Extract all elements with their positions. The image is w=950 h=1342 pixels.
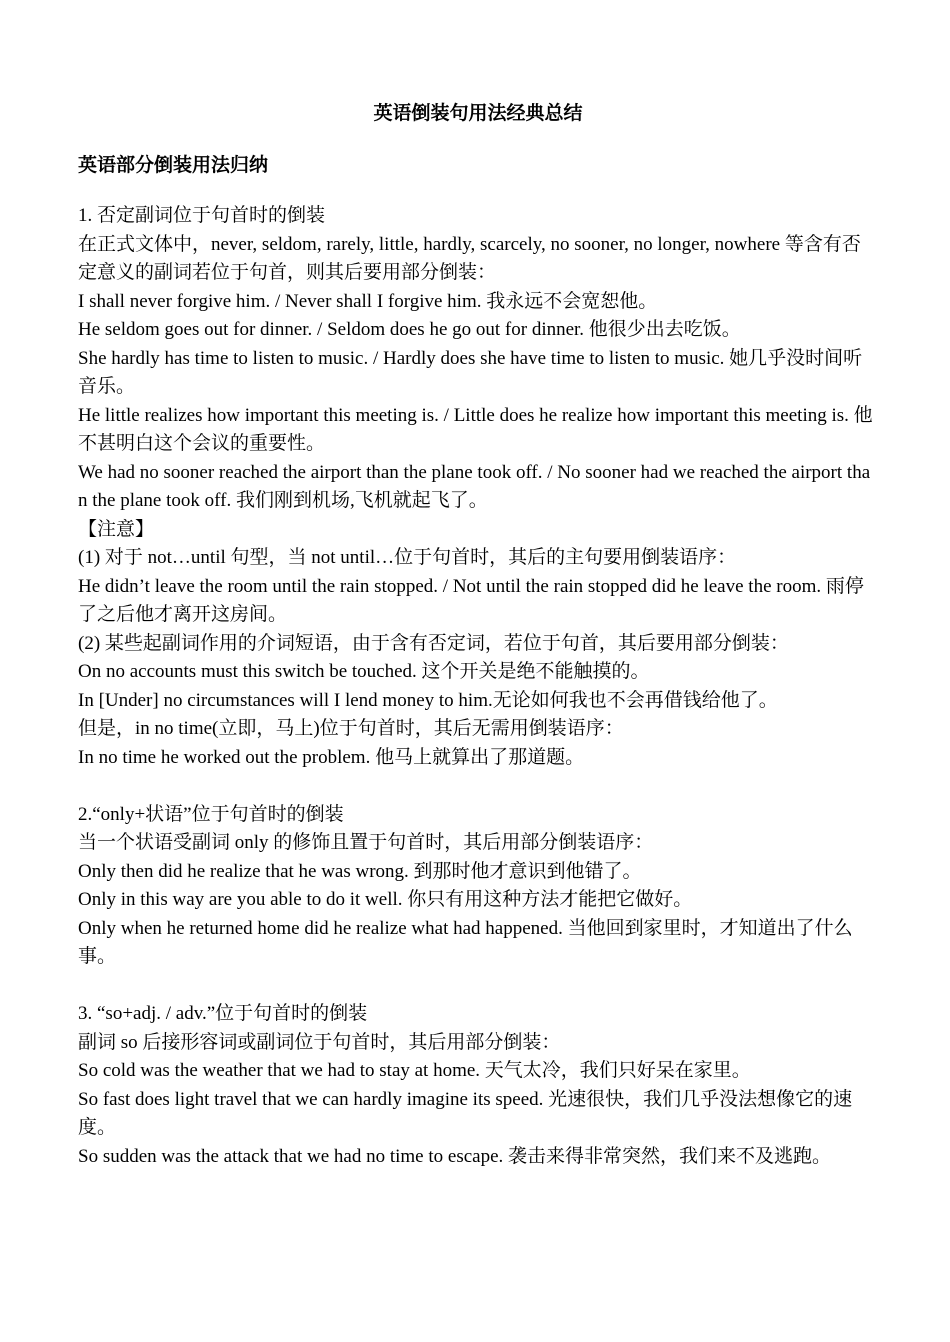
example-sentence: He didn’t leave the room until the rain stopped. / Not until the rain stopped did he leave the room. 雨停了之后他才离开这房间。 [78, 575, 864, 625]
example-sentence: Only when he returned home did he realize what had happened. 当他回到家里时，才知道出了什么事。 [78, 917, 853, 967]
document-subtitle: 英语部分倒装用法归纳 [78, 155, 269, 176]
paragraph: 但是，in no time(立即，马上)位于句首时，其后无需用倒装语序： [78, 718, 624, 739]
paragraph: 副词 so 后接形容词或副词位于句首时，其后用部分倒装： [78, 1031, 561, 1053]
document-title: 英语倒装句用法经典总结 [373, 103, 583, 124]
example-sentence: In [Under] no circumstances will I lend money to him.无论如何我也不会再借钱给他了。 [78, 689, 778, 711]
example-sentence: We had no sooner reached the airport than the plane took off. / No sooner had we reached the airport than the plane took off. 我们刚到机场,飞机就起飞了。 [78, 461, 871, 511]
example-sentence: Only then did he realize that he was wrong. 到那时他才意识到他错了。 [78, 860, 642, 882]
paragraph: 当一个状语受副词 only 的修饰且置于句首时，其后用部分倒装语序： [78, 832, 654, 853]
section-heading: 2.“only+状语”位于句首时的倒装 [78, 803, 344, 825]
note-item: (2) 某些起副词作用的介词短语，由于含有否定词，若位于句首，其后要用部分倒装： [78, 632, 789, 654]
section-negative-adverbs [78, 202, 878, 772]
example-sentence: In no time he worked out the problem. 他马上就算出了那道题。 [78, 746, 585, 768]
example-sentence: I shall never forgive him. / Never shall I forgive him. 我永远不会宽恕他。 [78, 290, 658, 312]
example-sentence: She hardly has time to listen to music. / Hardly does she have time to listen to music. 她几乎没时间听音乐。 [78, 347, 863, 397]
example-sentence: So fast does light travel that we can hardly imagine its speed. 光速很快，我们几乎没法想像它的速度。 [78, 1088, 853, 1138]
example-sentence: So sudden was the attack that we had no time to escape. 袭击来得非常突然，我们来不及逃跑。 [78, 1145, 832, 1167]
section-so-adj-adv [78, 1000, 878, 1171]
example-sentence: On no accounts must this switch be touched. 这个开关是绝不能触摸的。 [78, 661, 650, 682]
example-sentence: He little realizes how important this meeting is. / Little does he realize how important this meeting is. 他不甚明白这个会议的重要性。 [78, 404, 873, 454]
section-heading: 1. 否定副词位于句首时的倒装 [78, 205, 326, 226]
section-only-adverbial [78, 801, 878, 972]
document-page [78, 98, 878, 1171]
section-heading: 3. “so+adj. / adv.”位于句首时的倒装 [78, 1003, 368, 1024]
note-heading: 【注意】 [78, 518, 155, 540]
example-sentence: So cold was the weather that we had to stay at home. 天气太冷，我们只好呆在家里。 [78, 1060, 751, 1081]
paragraph: 在正式文体中，never, seldom, rarely, little, hardly, scarcely, no sooner, no longer, nowhere 等含有否定意义的副词若位于句首，则其后要用部分倒装： [78, 233, 861, 283]
note-item: (1) 对于 not…until 句型，当 not until…位于句首时，其后的主句要用倒装语序： [78, 547, 737, 568]
example-sentence: Only in this way are you able to do it well. 你只有用这种方法才能把它做好。 [78, 889, 693, 910]
example-sentence: He seldom goes out for dinner. / Seldom does he go out for dinner. 他很少出去吃饭。 [78, 319, 741, 340]
